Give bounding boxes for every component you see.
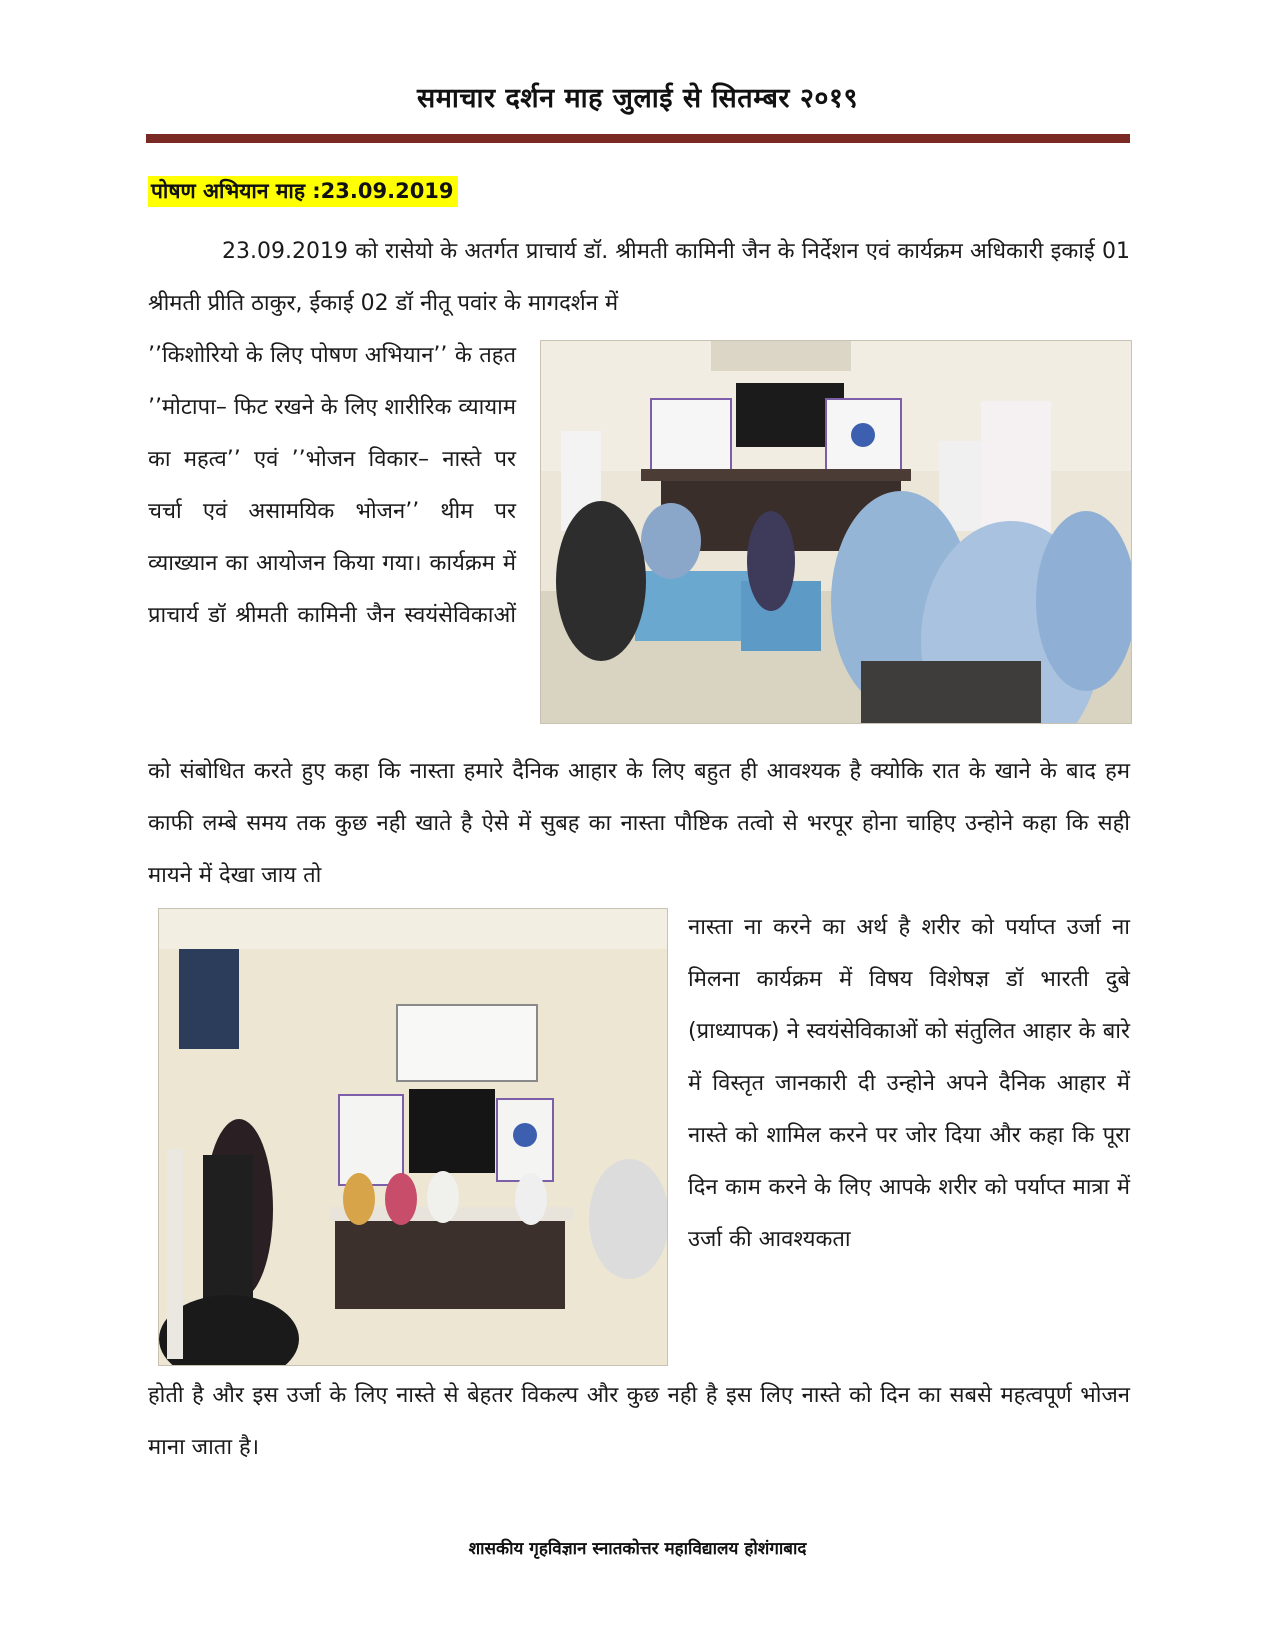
- section-heading: पोषण अभियान माह :23.09.2019: [148, 176, 458, 207]
- paragraph-theme: ’’किशोरियो के लिए पोषण अभियान’’ के तहत ’’मोटापा– फिट रखने के लिए शारीरिक व्यायाम का महत्व’’ एवं ’’भोजन विकार– नास्ते पर चर्चा एवं असामयिक भोजन’’ थीम पर व्याख्यान का आयोजन किया गया। कार्यक्रम में प्राचार्य डॉ श्रीमती कामिनी जैन स्वयंसेविकाओं: [148, 343, 516, 628]
- newsletter-title: समाचार दर्शन माह जुलाई से सितम्बर २०१९: [416, 83, 858, 114]
- paragraph-intro: 23.09.2019 को रासेयो के अतर्गत प्राचार्य डॉ. श्रीमती कामिनी जैन के निर्देशन एवं कार्यक्रम अधिकारी इकाई 01 श्रीमती प्रीति ठाकुर, ईकाई 02 डॉ नीतू पवांर के मागदर्शन में: [148, 239, 1130, 316]
- paragraph-expert-text: नास्ता ना करने का अर्थ है शरीर को पर्याप्त उर्जा ना मिलना कार्यक्रम में विषय विशेषज्ञ डॉ भारती दुबे (प्राध्यापक) ने स्वयंसेविकाओं को संतुलित आहार के बारे में विस्तृत जानकारी दी उन्होने अपने दैनिक आहार में नास्ते को शामिल करने पर जोर दिया और कहा कि पूरा दिन काम करने के लिए आपके शरीर को पर्याप्त मात्रा में उर्जा की आवश्यकता: [688, 915, 1130, 1252]
- paragraph-conclusion: होती है और इस उर्जा के लिए नास्ते से बेहतर विकल्प और कुछ नही है इस लिए नास्ते को दिन का सबसे महत्वपूर्ण भोजन माना जाता है।: [148, 1383, 1130, 1460]
- event-photo-exercise: [540, 340, 1132, 724]
- paragraph-expert: [688, 902, 1130, 1266]
- college-footer: शासकीय गृहविज्ञान स्नातकोत्तर महाविद्यालय होशंगाबाद: [468, 1539, 807, 1559]
- paragraph-address: को संबोधित करते हुए कहा कि नास्ता हमारे दैनिक आहार के लिए बहुत ही आवश्यक है क्योकि रात के खाने के बाद हम काफी लम्बे समय तक कुछ नही खाते है ऐसे में सुबह का नास्ता पौष्टिक तत्वो से भरपूर होना चाहिए उन्होने कहा कि सही मायने में देखा जाय तो: [148, 759, 1130, 888]
- header-divider: [146, 134, 1130, 143]
- event-photo-lecture: [158, 908, 668, 1366]
